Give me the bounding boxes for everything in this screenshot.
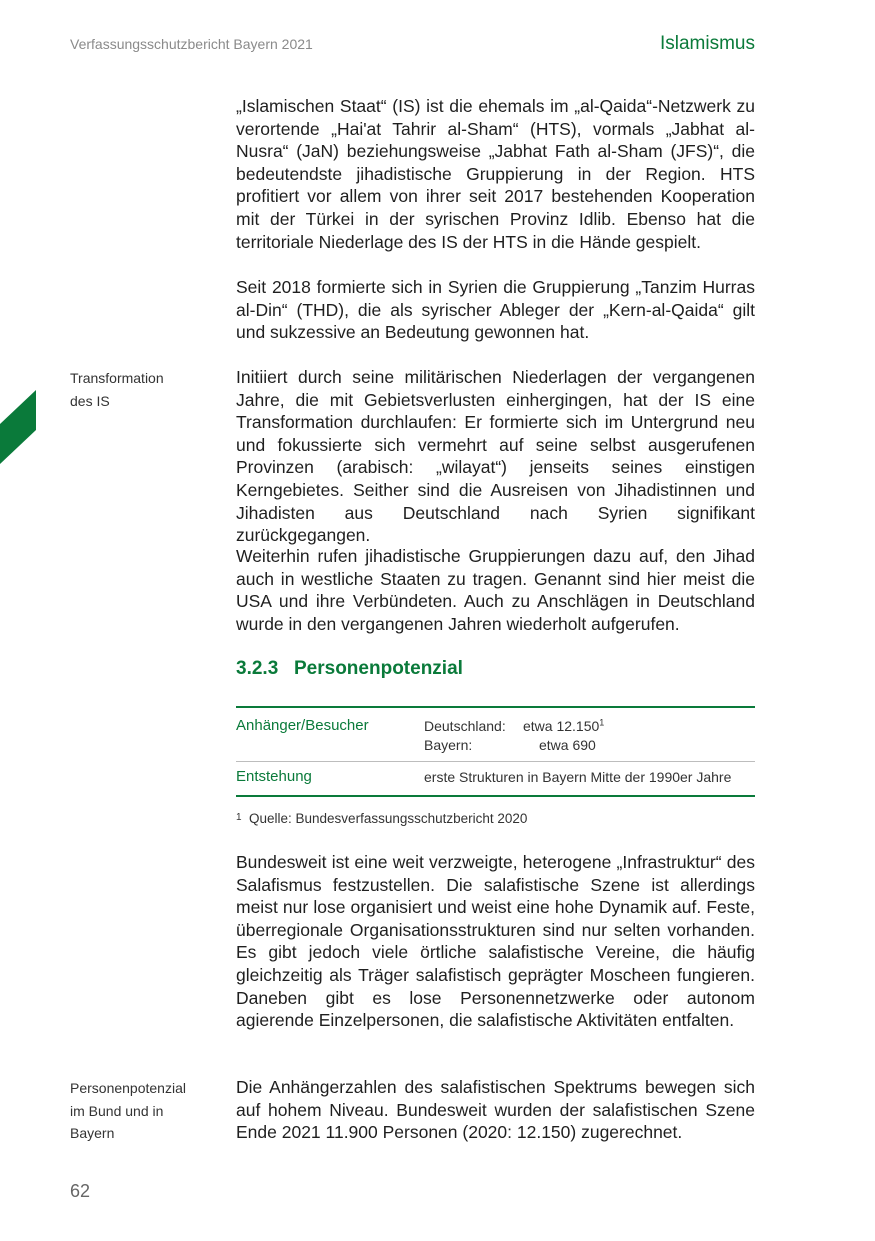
body-paragraph: Die Anhängerzahlen des salafistischen Spektrums bewegen sich auf hohem Niveau. Bundesweit wurden der salafistischen Szene Ende 2021 11.900 Personen (2020: 12.150) zugerechnet. xyxy=(236,1077,755,1143)
bavaria-label: Bayern: xyxy=(424,737,473,753)
row-label-origin: Entstehung xyxy=(236,768,312,785)
paragraph-2-wrapper xyxy=(236,276,755,344)
row-value-origin: erste Strukturen in Bayern Mitte der 1990er Jahre xyxy=(424,769,732,785)
section-number: 3.2.3 xyxy=(236,658,279,679)
side-note-line: des IS xyxy=(70,392,110,409)
section-heading xyxy=(236,658,755,680)
table-row xyxy=(236,708,755,762)
body-paragraph: Weiterhin rufen jihadistische Gruppierungen dazu auf, den Jihad auch in westliche Staaten zu tragen. Genannt sind hier meist die USA und ihre Verbündeten. Auch zu Anschlägen in Deutschland wurde in den vergangenen Jahren wiederholt aufgerufen. xyxy=(236,546,755,634)
row-label-supporters: Anhänger/Besucher xyxy=(236,717,369,734)
chapter-marker xyxy=(0,390,36,464)
footnote-ref: 1 xyxy=(599,717,605,728)
germany-line xyxy=(424,717,755,736)
body-paragraph: „Islamischen Staat“ (IS) ist die ehemals im „al-Qaida“-Netzwerk zu verortende „Hai'at Tahrir al-Sham“ (HTS), vormals „Jabhat al-Nusra“ (JaN) beziehungsweise „Jabhat Fath al-Sham (JFS)“, die bedeutendste jihadistische Gruppierung in der Region. HTS profitiert vor allem von ihrer seit 2017 bestehenden Kooperation mit der Türkei in der syrischen Provinz Idlib. Ebenso hat die territoriale Niederlage des IS der HTS in die Hände gespielt. xyxy=(236,96,755,252)
footnote-text: Quelle: Bundesverfassungsschutzbericht 2020 xyxy=(249,811,528,826)
body-paragraph: Bundesweit ist eine weit verzweigte, heterogene „Infrastruktur“ des Salafismus festzustellen. Die salafistische Szene ist allerdings meist nur lose organisiert und weist eine hohe Dynamik auf. Feste, überregionale Organisationsstrukturen sind nur selten vorhanden. Es gibt jedoch viele örtliche salafistische Vereine, die häufig gleichzeitig als Träger salafistisch geprägter Moscheen fungieren. Daneben gibt es lose Personennetzwerke oder autonom agierende Einzelpersonen, die salafistische Aktivitäten entfalten. xyxy=(236,852,755,1031)
section-heading-wrapper xyxy=(236,658,755,680)
footnote-mark: 1 xyxy=(236,812,242,823)
side-note-line: Bayern xyxy=(70,1125,115,1141)
row-values-supporters xyxy=(424,717,755,755)
germany-value: etwa 12.150 xyxy=(523,718,600,734)
paragraph-3-wrapper xyxy=(236,366,755,547)
germany-label: Deutschland: xyxy=(424,718,506,734)
body-paragraph: Initiiert durch seine militärischen Niederlagen der vergangenen Jahre, die mit Gebietsverlusten einhergingen, hat der IS eine Transformation durchlaufen: Er formierte sich im Untergrund neu und fokussierte sich vermehrt auf seine selbst ausgerufenen Provinzen (arabisch: „wilayat“) jenseits seines einstigen Kerngebietes. Seither sind die Ausreisen von Jihadistinnen und Jihadisten aus Deutschland nach Syrien signifikant zurückgegangen. xyxy=(236,367,755,546)
page-number: 62 xyxy=(70,1181,91,1201)
side-note-line: Personenpotenzial xyxy=(70,1080,186,1096)
section-title: Personenpotenzial xyxy=(294,658,463,679)
publication-title: Verfassungsschutzbericht Bayern 2021 xyxy=(70,36,313,52)
side-note-potential xyxy=(70,1077,210,1145)
chapter-title: Islamismus xyxy=(659,33,755,54)
side-note-line: im Bund und in xyxy=(70,1102,164,1119)
body-paragraph: Seit 2018 formierte sich in Syrien die Gruppierung „Tanzim Hurras al-Din“ (THD), die als syrischer Ableger der „Kern-al-Qaida“ gilt und sukzessive an Bedeutung gewonnen hat. xyxy=(236,277,755,343)
bavaria-value: etwa 690 xyxy=(539,737,596,753)
bavaria-line xyxy=(424,736,755,755)
fact-table xyxy=(236,706,755,797)
paragraph-1-wrapper xyxy=(236,95,755,253)
paragraph-5-wrapper xyxy=(236,851,755,1032)
side-note-line: Transformation xyxy=(70,370,164,386)
table-row xyxy=(236,762,755,795)
footnote xyxy=(236,811,527,826)
side-note-transformation xyxy=(70,367,210,412)
paragraph-6-wrapper xyxy=(236,1076,755,1144)
paragraph-4-wrapper xyxy=(236,545,755,635)
